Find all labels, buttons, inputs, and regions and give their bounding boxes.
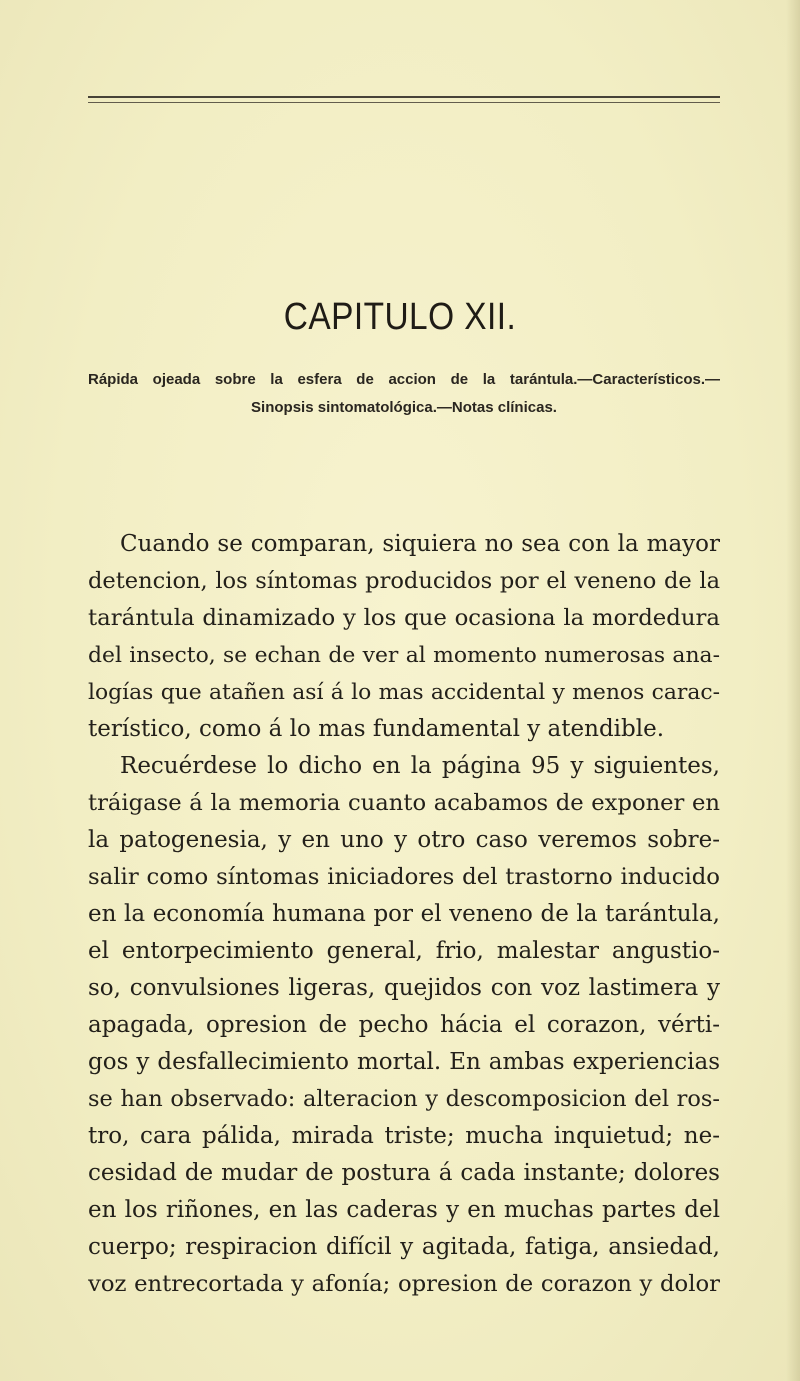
text-line: tráigase á la memoria cuanto acabamos de exponer en [88, 790, 720, 816]
chapter-title: CAPITULO XII. [283, 296, 517, 338]
text-line: logías que atañen así á lo mas accidental y menos carac- [88, 680, 720, 705]
text-line: Recuérdese lo dicho en la página 95 y siguientes, [120, 753, 720, 779]
text-line: cesidad de mudar de postura á cada instante; dolores [88, 1160, 720, 1186]
summary-line: Rápida ojeada sobre la esfera de accion de la tarántula.—Característicos.— [88, 371, 720, 388]
summary-line: Sinopsis sintomatológica.—Notas clínicas. [251, 399, 557, 416]
page-edge-shadow [786, 0, 800, 1381]
text-line: detencion, los síntomas producidos por el veneno de la [88, 568, 720, 594]
text-line: salir como síntomas iniciadores del trastorno inducido [88, 864, 720, 890]
text-line: tro, cara pálida, mirada triste; mucha inquietud; ne- [88, 1123, 720, 1149]
text-line: del insecto, se echan de ver al momento numerosas ana- [88, 643, 720, 668]
text-line: se han observado: alteracion y descomposicion del ros- [88, 1086, 720, 1112]
text-line: en la economía humana por el veneno de la tarántula, [88, 901, 720, 927]
text-line: terístico, como á lo mas fundamental y atendible. [88, 716, 665, 742]
text-line: el entorpecimiento general, frio, malestar angustio- [88, 938, 720, 964]
header-rule [88, 96, 720, 103]
text-line: en los riñones, en las caderas y en muchas partes del [88, 1197, 720, 1223]
text-line: tarántula dinamizado y los que ocasiona la mordedura [88, 605, 720, 631]
body-text [88, 526, 720, 1303]
text-line: Cuando se comparan, siquiera no sea con la mayor [120, 531, 720, 557]
text-line: cuerpo; respiracion difícil y agitada, fatiga, ansiedad, [88, 1234, 720, 1260]
text-line: apagada, opresion de pecho hácia el corazon, vérti- [88, 1012, 720, 1038]
text-line: so, convulsiones ligeras, quejidos con voz lastimera y [88, 975, 720, 1001]
text-line: la patogenesia, y en uno y otro caso veremos sobre- [88, 827, 720, 853]
text-line: gos y desfallecimiento mortal. En ambas experiencias [88, 1049, 720, 1075]
chapter-summary [88, 366, 720, 422]
text-line: voz entrecortada y afonía; opresion de corazon y dolor [88, 1271, 720, 1297]
